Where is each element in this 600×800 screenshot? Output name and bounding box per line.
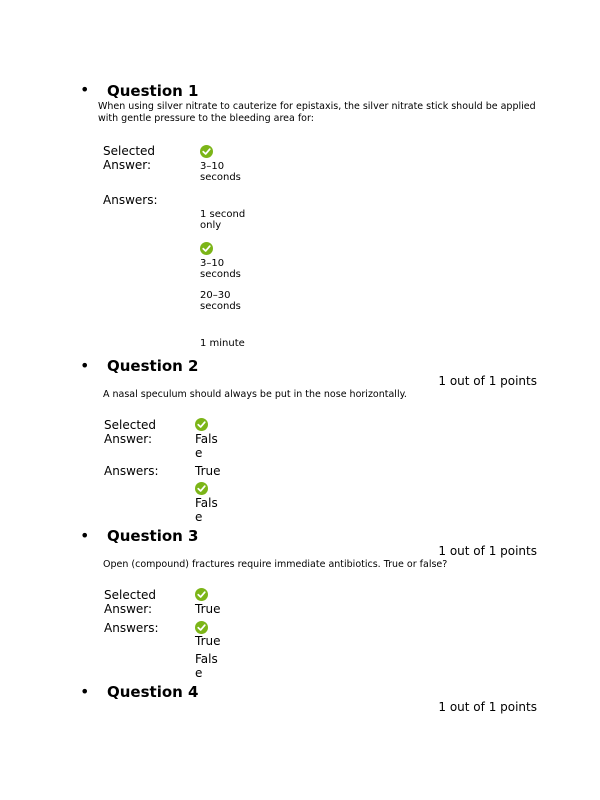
selected-answer-label: Selected bbox=[104, 588, 157, 602]
question-text: A nasal speculum should always be put in the nose horizontally. bbox=[103, 389, 407, 400]
selected-answer-label: Selected bbox=[104, 418, 157, 432]
selected-answer: seconds bbox=[200, 172, 241, 183]
answers-label: Answers: bbox=[104, 621, 159, 635]
question-text: When using silver nitrate to cauterize for epistaxis, the silver nitrate stick should be applied bbox=[98, 101, 536, 112]
answer-option: 1 minute bbox=[200, 338, 245, 349]
points-score: 1 out of 1 points bbox=[438, 544, 537, 558]
selected-answer: True bbox=[195, 602, 221, 616]
answers-label: Answers: bbox=[104, 464, 159, 478]
answer-option: True bbox=[195, 464, 221, 478]
check-circle-icon bbox=[195, 621, 208, 634]
bullet: • bbox=[80, 356, 90, 375]
selected-answer-label: Answer: bbox=[103, 158, 152, 172]
selected-answer: e bbox=[195, 446, 203, 460]
check-circle-icon bbox=[195, 588, 208, 601]
question-text: Open (compound) fractures require immediate antibiotics. True or false? bbox=[103, 559, 448, 570]
answers-label: Answers: bbox=[103, 193, 158, 207]
points-score: 1 out of 1 points bbox=[438, 374, 537, 388]
answer-option: Fals bbox=[195, 652, 218, 666]
check-circle-icon bbox=[195, 482, 208, 495]
answer-option: 3–10 bbox=[200, 258, 225, 269]
bullet: • bbox=[80, 526, 90, 545]
points-score: 1 out of 1 points bbox=[438, 700, 537, 714]
selected-answer-label: Selected bbox=[103, 144, 156, 158]
bullet: • bbox=[80, 682, 90, 701]
check-circle-icon bbox=[195, 418, 208, 431]
answer-option: 1 second bbox=[200, 209, 246, 220]
selected-answer: Fals bbox=[195, 432, 218, 446]
answer-option: e bbox=[195, 510, 203, 524]
question-title: Question 3 bbox=[107, 527, 199, 545]
answer-option: only bbox=[200, 220, 222, 231]
question-title: Question 2 bbox=[107, 357, 199, 375]
selected-answer-label: Answer: bbox=[104, 602, 153, 616]
answer-option: seconds bbox=[200, 269, 241, 280]
question-title: Question 4 bbox=[107, 683, 199, 701]
answer-option: 20–30 bbox=[200, 290, 231, 301]
question-text: with gentle pressure to the bleeding area for: bbox=[98, 113, 314, 124]
selected-answer-label: Answer: bbox=[104, 432, 153, 446]
check-circle-icon bbox=[200, 145, 213, 158]
check-circle-icon bbox=[200, 242, 213, 255]
selected-answer: 3–10 bbox=[200, 161, 225, 172]
answer-option: e bbox=[195, 666, 203, 680]
answer-option: True bbox=[195, 634, 221, 648]
question-title: Question 1 bbox=[107, 82, 199, 100]
bullet: • bbox=[80, 80, 90, 99]
answer-option: Fals bbox=[195, 496, 218, 510]
answer-option: seconds bbox=[200, 301, 241, 312]
